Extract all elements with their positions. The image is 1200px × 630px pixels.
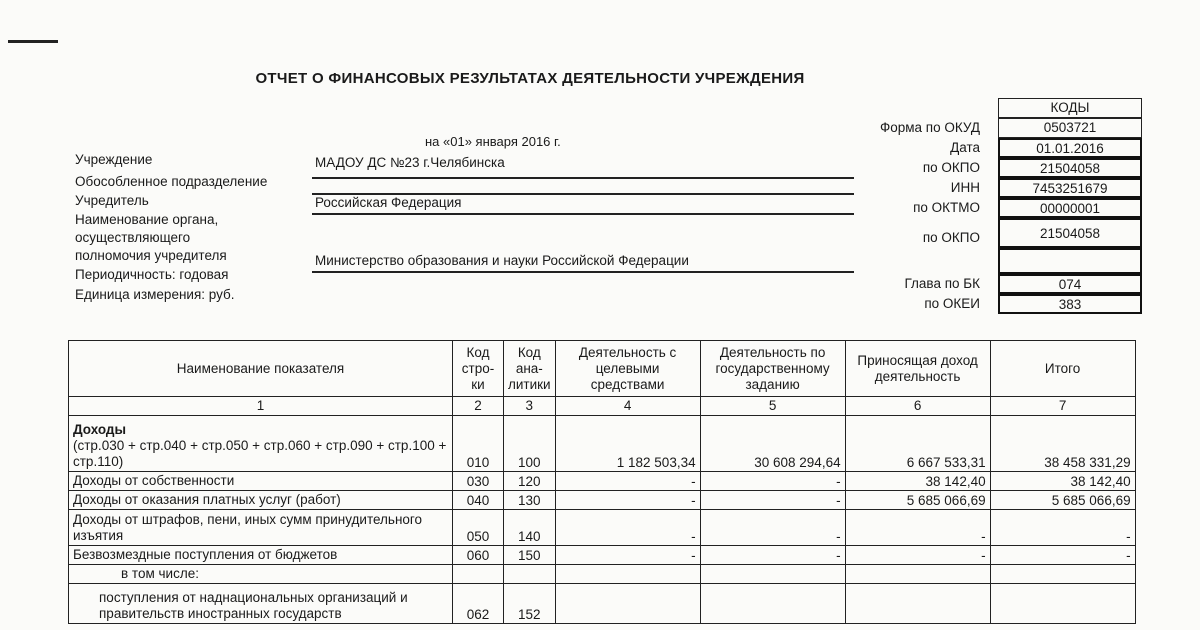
authority-label-1: Наименование органа, [75,212,219,227]
col-header-analytics: Код ана-литики [504,341,556,397]
row-analytics-code: 100 [504,416,556,472]
table-row [69,565,1136,584]
row-name [69,416,453,472]
row-value-state-task [700,565,845,584]
row-value-income: 6 667 533,31 [845,416,990,472]
row-value-targeted: - [555,491,700,510]
col-number: 2 [453,397,504,416]
col-number: 5 [700,397,845,416]
authority-underline [312,271,854,273]
founder-value: Российская Федерация [315,195,462,210]
row-value-total [990,565,1135,584]
row-value-income: - [845,510,990,546]
col-header-income: Приносящая доход деятельность [845,341,990,397]
row-value-state-task: - [700,546,845,565]
code-okpo-founder: 21504058 [998,218,1142,248]
code-date: 01.01.2016 [998,138,1142,158]
code-glava-bk: 074 [998,274,1142,294]
row-name: Безвозмездные поступления от бюджетов [69,546,453,565]
row-name: поступления от наднациональных организаций и правительств иностранных государств [69,584,453,624]
row-name-formula: (стр.030 + стр.040 + стр.050 + стр.060 + стр.090 + стр.100 + стр.110) [73,438,447,469]
periodicity-label: Периодичность: годовая [75,267,229,282]
col-header-state-task: Деятельность по государственному заданию [700,341,845,397]
row-value-state-task: - [700,491,845,510]
unit-label: Единица измерения: руб. [75,287,235,302]
table-row [69,472,1136,491]
table-row [69,584,1136,624]
founder-label: Учредитель [75,193,149,208]
col-header-total: Итого [990,341,1135,397]
row-value-state-task: 30 608 294,64 [700,416,845,472]
institution-value: МАДОУ ДС №23 г.Челябинска [315,155,505,170]
row-line-code: 010 [453,416,504,472]
row-value-state-task: - [700,510,845,546]
code-label-okud: Форма по ОКУД [879,120,980,135]
row-line-code: 060 [453,546,504,565]
row-value-total: - [990,510,1135,546]
row-value-total: 38 458 331,29 [990,416,1135,472]
code-label-okpo-founder: по ОКПО [922,230,980,245]
row-line-code [453,565,504,584]
code-blank-row [998,248,1142,274]
col-number: 6 [845,397,990,416]
institution-label: Учреждение [75,152,153,167]
row-value-total [990,584,1135,624]
col-number: 4 [555,397,700,416]
col-number: 3 [504,397,556,416]
report-date: на «01» января 2016 г. [425,134,561,149]
row-value-targeted: - [555,510,700,546]
row-line-code: 062 [453,584,504,624]
row-name: Доходы от собственности [69,472,453,491]
results-table [68,340,1136,624]
col-number: 1 [69,397,453,416]
row-name: Доходы от оказания платных услуг (работ) [69,491,453,510]
code-label-date: Дата [950,140,980,155]
code-okud: 0503721 [998,118,1142,138]
row-value-income: - [845,546,990,565]
row-analytics-code: 120 [504,472,556,491]
code-okei: 383 [998,294,1142,314]
row-value-total: - [990,546,1135,565]
subdivision-label: Обособленное подразделение [75,174,268,189]
authority-value: Министерство образования и науки Российской Федерации [315,253,689,268]
col-header-line: Код стро-ки [453,341,504,397]
row-value-targeted: - [555,472,700,491]
col-number: 7 [990,397,1135,416]
row-value-targeted [555,565,700,584]
row-line-code: 040 [453,491,504,510]
row-value-targeted: - [555,546,700,565]
code-okpo: 21504058 [998,158,1142,178]
code-label-inn: ИНН [950,180,980,195]
table-row [69,416,1136,472]
row-name-bold: Доходы [73,422,127,437]
code-label-glava-bk: Глава по БК [904,276,980,291]
row-value-total: 5 685 066,69 [990,491,1135,510]
row-analytics-code: 140 [504,510,556,546]
code-inn: 7453251679 [998,178,1142,198]
codes-header: КОДЫ [998,98,1142,118]
row-analytics-code: 152 [504,584,556,624]
row-value-income [845,565,990,584]
table-row [69,546,1136,565]
authority-label-3: полномочия учредителя [75,248,227,263]
code-label-okpo: по ОКПО [922,160,980,175]
report-title: ОТЧЕТ О ФИНАНСОВЫХ РЕЗУЛЬТАТАХ ДЕЯТЕЛЬНОСТИ УЧРЕЖДЕНИЯ [255,70,805,87]
row-line-code: 050 [453,510,504,546]
table-row [69,491,1136,510]
row-value-income: 5 685 066,69 [845,491,990,510]
row-value-state-task [700,584,845,624]
col-header-name: Наименование показателя [69,341,453,397]
table-row [69,510,1136,546]
row-name: в том числе: [69,565,453,584]
row-name: Доходы от штрафов, пени, иных сумм принудительного изъятия [69,510,453,546]
institution-underline [312,177,854,179]
code-oktmo: 00000001 [998,198,1142,218]
row-value-income: 38 142,40 [845,472,990,491]
scan-mark [8,40,58,43]
column-number-row [69,397,1136,416]
col-header-targeted: Деятельность с целевыми средствами [555,341,700,397]
row-analytics-code: 150 [504,546,556,565]
row-analytics-code [504,565,556,584]
code-label-oktmo: по ОКТМО [913,200,980,215]
row-value-targeted: 1 182 503,34 [555,416,700,472]
row-value-targeted [555,584,700,624]
authority-label-2: осуществляющего [75,230,191,245]
row-analytics-code: 130 [504,491,556,510]
row-value-total: 38 142,40 [990,472,1135,491]
founder-underline [312,213,854,215]
row-value-state-task: - [700,472,845,491]
code-label-okei: по ОКЕИ [924,296,980,311]
row-line-code: 030 [453,472,504,491]
table-header-row [69,341,1136,397]
row-value-income [845,584,990,624]
